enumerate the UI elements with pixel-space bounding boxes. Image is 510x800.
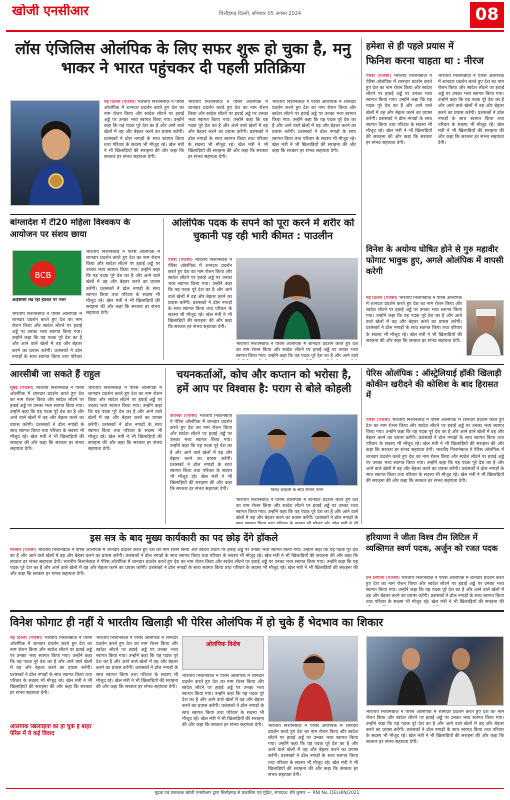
masthead-rule xyxy=(6,30,504,32)
pauline-body-col-2: भारतीय निशानेबाज़ ने पेरिस ओलंपिक में शानदार प्रदर्शन करते हुए देश का नाम रोशन किया और स्वदेश लौटने पर हवाई अड्डे पर उनका भव्य स्वागत किया गया। उन्होंने कहा कि यह पदक पूरे देश का है और आने वाले xyxy=(236,342,358,360)
vinesh-body-col-3: भारतीय निशानेबाज़ ने पेरिस ओलंपिक में शानदार प्रदर्शन करते हुए देश का नाम रोशन किया और स्वदेश लौटने पर हवाई अड्डे पर उनका भव्य स्वागत किया गया। उन्होंने कहा कि यह पदक पूरे देश का है और आने वाले खेलों में वह और बेहतर करने का प्रयास करेंगी। प्रशंसकों ने ढोल नगाड़ों के साथ स्वागत किया तथा परिवार के सदस्य भी मौजूद रहे। खेल मंत्री ने भी खिलाड़ियों की सराहना की और कहा कि सरकार हर संभव सहायता देगी। xyxy=(182,674,264,728)
footer-rule xyxy=(6,788,504,789)
pauline-body-col-1: पेरिस (एजेंसी) भारतीय निशानेबाज़ ने पेरिस ओलंपिक में शानदार प्रदर्शन करते हुए देश का नाम रोशन किया और स्वदेश लौटने पर हवाई अड्डे पर उनका भव्य स्वागत किया गया। उन्होंने कहा कि यह पदक पूरे देश का है और आने वाले खेलों में वह और बेहतर करने का प्रयास करेंगी। प्रशंसकों ने ढोल नगाड़ों के साथ स्वागत किया तथा परिवार के सदस्य भी मौजूद रहे। खेल मंत्री ने भी खिलाड़ियों की सराहना की और कहा कि सरकार हर संभव सहायता देगी। xyxy=(168,258,232,331)
lead-body-col-2: भारतीय निशानेबाज़ ने पेरिस ओलंपिक में शानदार प्रदर्शन करते हुए देश का नाम रोशन किया और स्वदेश लौटने पर हवाई अड्डे पर उनका भव्य स्वागत किया गया। उन्होंने कहा कि यह पदक पूरे देश का है और आने वाले खेलों में वह और बेहतर करने का प्रयास करेंगी। प्रशंसकों ने ढोल नगाड़ों के साथ स्वागत किया तथा परिवार के सदस्य भी मौजूद रहे। खेल मंत्री ने भी खिलाड़ियों की सराहना की और कहा कि सरकार हर संभव सहायता देगी। xyxy=(188,100,268,160)
vinesh-sub-headline: ओलंपिक खिलाड़ियों को हो चुके हैं बाहर पेरिस में ये कई विवाद xyxy=(10,724,92,737)
vinesh-right-photo xyxy=(366,636,504,706)
pauline-photo-figure xyxy=(237,259,358,340)
vinesh-special-box xyxy=(182,636,264,670)
kohli-caption: विराट कोहली के साथ रियान पराग xyxy=(270,488,324,493)
neeraj-body-col-2: भारतीय निशानेबाज़ ने पेरिस ओलंपिक में शानदार प्रदर्शन करते हुए देश का नाम रोशन किया और स्वदेश लौटने पर हवाई अड्डे पर उनका भव्य स्वागत किया गया। उन्होंने कहा कि यह पदक पूरे देश का है और आने वाले खेलों में वह और बेहतर करने का प्रयास करेंगी। प्रशंसकों ने ढोल नगाड़ों के साथ स्वागत किया तथा परिवार के सदस्य भी मौजूद रहे। खेल मंत्री ने भी खिलाड़ियों की सराहना की और कहा कि सरकार हर संभव सहायता देगी। xyxy=(438,74,504,147)
hockley-body: मेलबर्न (एजेंसी) भारतीय निशानेबाज़ ने पेरिस ओलंपिक में शानदार प्रदर्शन करते हुए देश का नाम रोशन किया और स्वदेश लौटने पर हवाई अड्डे पर उनका भव्य स्वागत किया गया। उन्होंने कहा कि यह पदक पूरे देश का है और आने वाले खेलों में वह और बेहतर करने का प्रयास करेंगी। प्रशंसकों ने ढोल नगाड़ों के साथ स्वागत किया तथा परिवार के सदस्य भी मौजूद रहे। खेल मंत्री ने भी खिलाड़ियों की सराहना की और कहा कि सरकार हर संभव सहायता देगी। भारतीय निशानेबाज़ ने पेरिस ओलंपिक में शानदार प्रदर्शन करते हुए देश का नाम रोशन किया और स्वदेश लौटने पर हवाई अड्डे पर उनका भव्य स्वागत किया गया। उन्होंने कहा कि यह पदक पूरे देश का है और आने वाले खेलों में वह और बेहतर करने का प्रयास करेंगी। प्रशंसकों ने ढोल नगाड़ों के साथ स्वागत किया तथा परिवार के सदस्य भी मौजूद रहे। खेल मंत्री ने भी खिलाड़ियों की सराहना की और कहा कि सरकार हर संभव सहायता देगी। xyxy=(10,548,358,578)
divider-lower xyxy=(10,528,504,529)
divider-lead xyxy=(10,214,356,215)
vinesh-body-col-5: भारतीय निशानेबाज़ ने पेरिस ओलंपिक में शानदार प्रदर्शन करते हुए देश का नाम रोशन किया और स्वदेश लौटने पर हवाई अड्डे पर उनका भव्य स्वागत किया गया। उन्होंने कहा कि यह पदक पूरे देश का है और आने वाले खेलों में वह और बेहतर करने का प्रयास करेंगी। प्रशंसकों ने ढोल नगाड़ों के साथ स्वागत किया तथा परिवार के सदस्य भी मौजूद रहे। खेल मंत्री ने भी खिलाड़ियों की सराहना की और कहा कि सरकार हर संभव सहायता देगी। xyxy=(366,710,504,746)
lead-photo-figure xyxy=(11,101,100,206)
haryana-headline: हरियाणा ने जीता विश्व टीम लिटिल में व्यक्तिगत स्वर्ण पदक, अर्जुन को रजत पदक xyxy=(366,532,498,553)
lead-body-col-3: भारतीय निशानेबाज़ ने पेरिस ओलंपिक में शानदार प्रदर्शन करते हुए देश का नाम रोशन किया और स्वदेश लौटने पर हवाई अड्डे पर उनका भव्य स्वागत किया गया। उन्होंने कहा कि यह पदक पूरे देश का है और आने वाले खेलों में वह और बेहतर करने का प्रयास करेंगी। प्रशंसकों ने ढोल नगाड़ों के साथ स्वागत किया तथा परिवार के सदस्य भी मौजूद रहे। खेल मंत्री ने भी खिलाड़ियों की सराहना की और कहा कि सरकार हर संभव सहायता देगी। xyxy=(272,100,356,154)
masthead-meta: चित्तौड़गढ़ दिल्ली, सोमवार 05 अगस्त 2024 xyxy=(218,11,302,17)
rahul-body-col-1: मुंबई (एजेंसी) भारतीय निशानेबाज़ ने पेरिस ओलंपिक में शानदार प्रदर्शन करते हुए देश का नाम रोशन किया और स्वदेश लौटने पर हवाई अड्डे पर उनका भव्य स्वागत किया गया। उन्होंने कहा कि यह पदक पूरे देश का है और आने वाले खेलों में वह और बेहतर करने का प्रयास करेंगी। प्रशंसकों ने ढोल नगाड़ों के साथ स्वागत किया तथा परिवार के सदस्य भी मौजूद रहे। खेल मंत्री ने भी खिलाड़ियों की सराहना की और कहा कि सरकार हर संभव सहायता देगी। xyxy=(10,386,84,452)
kohli-photo xyxy=(236,414,358,486)
rahul-body-col-2: भारतीय निशानेबाज़ ने पेरिस ओलंपिक में शानदार प्रदर्शन करते हुए देश का नाम रोशन किया और स्वदेश लौटने पर हवाई अड्डे पर उनका भव्य स्वागत किया गया। उन्होंने कहा कि यह पदक पूरे देश का है और आने वाले खेलों में वह और बेहतर करने का प्रयास करेंगी। प्रशंसकों ने ढोल नगाड़ों के साथ स्वागत किया तथा परिवार के सदस्य भी मौजूद रहे। खेल मंत्री ने भी खिलाड़ियों की सराहना की और कहा कि सरकार हर संभव सहायता देगी। xyxy=(88,386,162,452)
masthead-section-title: खोजी एनसीआर xyxy=(12,4,89,19)
lead-photo xyxy=(10,100,100,206)
paris-hockey-headline: पेरिस ओलंपिक : ऑस्ट्रेलियाई हॉकी खिलाड़ी कोकीन खरीदने की कोशिश के बाद हिरासत में xyxy=(366,368,502,400)
vinesh-photo-figure xyxy=(269,637,358,722)
page-number: 08 xyxy=(470,2,504,28)
kohli-body: कोलंबो (एजेंसी) भारतीय निशानेबाज़ ने पेरिस ओलंपिक में शानदार प्रदर्शन करते हुए देश का नाम रोशन किया और स्वदेश लौटने पर हवाई अड्डे पर उनका भव्य स्वागत किया गया। उन्होंने कहा कि यह पदक पूरे देश का है और आने वाले खेलों में वह और बेहतर करने का प्रयास करेंगी। प्रशंसकों ने ढोल नगाड़ों के साथ स्वागत किया तथा परिवार के सदस्य भी मौजूद रहे। खेल मंत्री ने भी खिलाड़ियों की सराहना की और कहा कि सरकार हर संभव सहायता देगी। xyxy=(170,414,232,493)
rahul-headline: आरसीबी जा सकते हैं राहुल xyxy=(10,370,101,380)
right-column-divider xyxy=(361,38,362,346)
coach-photo-figure xyxy=(467,301,504,356)
kohli-body-col-2: भारतीय निशानेबाज़ ने पेरिस ओलंपिक में शानदार प्रदर्शन करते हुए देश का नाम रोशन किया और स्वदेश लौटने पर हवाई अड्डे पर उनका भव्य स्वागत किया गया। उन्होंने कहा कि यह पदक पूरे देश का है और आने वाले खेलों में वह और बेहतर करने का प्रयास करेंगी। प्रशंसकों ने ढोल नगाड़ों के xyxy=(236,498,358,522)
neeraj-body-col-1: पेरिस (एजेंसी) भारतीय निशानेबाज़ ने पेरिस ओलंपिक में शानदार प्रदर्शन करते हुए देश का नाम रोशन किया और स्वदेश लौटने पर हवाई अड्डे पर उनका भव्य स्वागत किया गया। उन्होंने कहा कि यह पदक पूरे देश का है और आने वाले खेलों में वह और बेहतर करने का प्रयास करेंगी। प्रशंसकों ने ढोल नगाड़ों के साथ स्वागत किया तथा परिवार के सदस्य भी मौजूद रहे। खेल मंत्री ने भी खिलाड़ियों की सराहना की और कहा कि सरकार हर संभव सहायता देगी। xyxy=(366,74,432,147)
divider-bottom xyxy=(10,610,504,612)
pauline-photo xyxy=(236,258,358,340)
hockley-headline: इस सत्र के बाद मुख्य कार्यकारी का पद छोड़ देंगे हॉकले xyxy=(90,533,278,544)
vinesh-headline: विनेश फोगाट ही नहीं ये भारतीय खिलाड़ी भी पेरिस ओलंपिक में हो चुके हैं भेदभाव का शिकार xyxy=(10,616,384,629)
svg-text:BCB: BCB xyxy=(34,271,52,280)
footer-imprint: मुद्रक एवं प्रकाशक खोजी एनसीआर द्वारा चित्तौड़गढ़ से प्रकाशित एवं मुद्रित, संपादक: रवि कुमार — RNI No. DELHIN/2021 xyxy=(154,791,360,796)
lead-headline: लॉस एंजिलिस ओलंपिक के लिए सफर शुरू हो चुका है, मनु भाकर ने भारत पहुंचकर दी पहली प्रतिक्रिया xyxy=(15,40,351,77)
pauline-headline: ओलंपिक पदक के सपने को पूरा करने में शरीर को चुकानी पड़ रही भारी कीमत : पाउलीन xyxy=(171,218,355,242)
bangladesh-headline: बांग्लादेश में टी20 महिला विश्वकप के आयोजन पर संशय छाया xyxy=(10,218,131,240)
vinesh-right-photo-figure xyxy=(367,637,504,706)
lead-body-col-1: नई दिल्ली (एजेंसी) भारतीय निशानेबाज़ ने पेरिस ओलंपिक में शानदार प्रदर्शन करते हुए देश का नाम रोशन किया और स्वदेश लौटने पर हवाई अड्डे पर उनका भव्य स्वागत किया गया। उन्होंने कहा कि यह पदक पूरे देश का है और आने वाले खेलों में वह और बेहतर करने का प्रयास करेंगी। प्रशंसकों ने ढोल नगाड़ों के साथ स्वागत किया तथा परिवार के सदस्य भी मौजूद रहे। खेल मंत्री ने भी खिलाड़ियों की सराहना की और कहा कि सरकार हर संभव सहायता देगी। xyxy=(104,100,184,160)
vinesh-body-col-4: भारतीय निशानेबाज़ ने पेरिस ओलंपिक में शानदार प्रदर्शन करते हुए देश का नाम रोशन किया और स्वदेश लौटने पर हवाई अड्डे पर उनका भव्य स्वागत किया गया। उन्होंने कहा कि यह पदक पूरे देश का है और आने वाले खेलों में वह और बेहतर करने का प्रयास करेंगी। प्रशंसकों ने ढोल नगाड़ों के साथ स्वागत किया तथा परिवार के सदस्य भी मौजूद रहे। खेल मंत्री ने भी खिलाड़ियों की सराहना की और कहा कि सरकार हर संभव सहायता देगी। xyxy=(268,724,358,778)
bangladesh-flag-icon xyxy=(13,251,82,296)
col-divider-a xyxy=(163,218,164,360)
neeraj-headline: फिनिश करना चाहता था : नीरज xyxy=(366,56,484,67)
vinesh-body-col-1: नई दिल्ली (एजेंसी) भारतीय निशानेबाज़ ने पेरिस ओलंपिक में शानदार प्रदर्शन करते हुए देश का नाम रोशन किया और स्वदेश लौटने पर हवाई अड्डे पर उनका भव्य स्वागत किया गया। उन्होंने कहा कि यह पदक पूरे देश का है और आने वाले खेलों में वह और बेहतर करने का प्रयास करेंगी। प्रशंसकों ने ढोल नगाड़ों के साथ स्वागत किया तथा परिवार के सदस्य भी मौजूद रहे। खेल मंत्री ने भी खिलाड़ियों की सराहना की और कहा कि सरकार हर संभव सहायता देगी। xyxy=(10,636,92,696)
vinesh-box-title: ओलंपिक विशेष xyxy=(205,641,241,648)
bangladesh-body-col-2: भारतीय निशानेबाज़ ने पेरिस ओलंपिक में शानदार प्रदर्शन करते हुए देश का नाम रोशन किया और स्वदेश लौटने पर हवाई अड्डे पर उनका भव्य स्वागत किया गया। उन्होंने कहा कि यह पदक पूरे देश का है और आने वाले खेलों में वह और बेहतर करने का प्रयास करेंगी। प्रशंसकों ने ढोल नगाड़ों के साथ स्वागत किया तथा परिवार के सदस्य भी मौजूद रहे। खेल मंत्री ने भी खिलाड़ियों की सराहना की और कहा कि सरकार हर संभव सहायता देगी। xyxy=(86,250,160,316)
coach-body: नई दिल्ली (एजेंसी) भारतीय निशानेबाज़ ने पेरिस ओलंपिक में शानदार प्रदर्शन करते हुए देश का नाम रोशन किया और स्वदेश लौटने पर हवाई अड्डे पर उनका भव्य स्वागत किया गया। उन्होंने कहा कि यह पदक पूरे देश का है और आने वाले खेलों में वह और बेहतर करने का प्रयास करेंगी। प्रशंसकों ने ढोल नगाड़ों के साथ स्वागत किया तथा परिवार के सदस्य भी मौजूद रहे। खेल मंत्री ने भी खिलाड़ियों की सराहना की और कहा कि सरकार हर संभव सहायता देगी। xyxy=(366,296,462,344)
haryana-body: वैन लियाना (एजेंसी) भारतीय निशानेबाज़ ने पेरिस ओलंपिक में शानदार प्रदर्शन करते हुए देश का नाम रोशन किया और स्वदेश लौटने पर हवाई अड्डे पर उनका भव्य स्वागत किया गया। उन्होंने कहा कि यह पदक पूरे देश का है और आने वाले खेलों में वह और बेहतर करने का प्रयास करेंगी। प्रशंसकों ने ढोल नगाड़ों के साथ स्वागत किया तथा परिवार के सदस्य भी मौजूद रहे। खेल मंत्री ने भी खिलाड़ियों की सराहना की xyxy=(366,576,504,606)
bangladesh-caption: आईसीसी रख रही हालात पर नजर xyxy=(12,298,66,303)
paris-hockey-body: पेरिस (एजेंसी) भारतीय निशानेबाज़ ने पेरिस ओलंपिक में शानदार प्रदर्शन करते हुए देश का नाम रोशन किया और स्वदेश लौटने पर हवाई अड्डे पर उनका भव्य स्वागत किया गया। उन्होंने कहा कि यह पदक पूरे देश का है और आने वाले खेलों में वह और बेहतर करने का प्रयास करेंगी। प्रशंसकों ने ढोल नगाड़ों के साथ स्वागत किया तथा परिवार के सदस्य भी मौजूद रहे। खेल मंत्री ने भी खिलाड़ियों की सराहना की और कहा कि सरकार हर संभव सहायता देगी। भारतीय निशानेबाज़ ने पेरिस ओलंपिक में शानदार प्रदर्शन करते हुए देश का नाम रोशन किया और स्वदेश लौटने पर हवाई अड्डे पर उनका भव्य स्वागत किया गया। उन्होंने कहा कि यह पदक पूरे देश का है और आने वाले खेलों में वह और बेहतर करने का प्रयास करेंगी। प्रशंसकों ने ढोल नगाड़ों के साथ स्वागत किया तथा परिवार के सदस्य भी मौजूद रहे। खेल मंत्री ने भी खिलाड़ियों की सराहना की और कहा कि सरकार हर संभव सहायता देगी। xyxy=(366,418,504,484)
col-divider-b xyxy=(165,368,166,524)
vinesh-photo xyxy=(268,636,358,722)
kohli-headline: चयनकर्ताओं, कोच और कप्तान को भरोसा है, हमें आप पर विश्वास है: पराग से बोले कोहली xyxy=(176,369,352,395)
masthead xyxy=(0,0,510,34)
coach-photo xyxy=(466,300,504,356)
divider-mid xyxy=(10,364,504,365)
coach-headline: विनेश के अयोग्य घोषित होने से गुरु महावीर फोगाट भावुक हुए, अगले ओलंपिक में वापसी करेगी xyxy=(366,244,504,276)
bangladesh-photo xyxy=(12,250,82,296)
kohli-photo-figure xyxy=(237,415,358,486)
vinesh-body-col-2: भारतीय निशानेबाज़ ने पेरिस ओलंपिक में शानदार प्रदर्शन करते हुए देश का नाम रोशन किया और स्वदेश लौटने पर हवाई अड्डे पर उनका भव्य स्वागत किया गया। उन्होंने कहा कि यह पदक पूरे देश का है और आने वाले खेलों में वह और बेहतर करने का प्रयास करेंगी। प्रशंसकों ने ढोल नगाड़ों के साथ स्वागत किया तथा परिवार के सदस्य भी मौजूद रहे। खेल मंत्री ने भी खिलाड़ियों की सराहना की और कहा कि सरकार हर संभव सहायता देगी। xyxy=(96,636,178,690)
right-column-divider-b xyxy=(361,368,362,524)
neeraj-kicker: हमेशा से ही पहले प्रयास में xyxy=(366,42,454,52)
bangladesh-body-col-1: भारतीय निशानेबाज़ ने पेरिस ओलंपिक में शानदार प्रदर्शन करते हुए देश का नाम रोशन किया और स्वदेश लौटने पर हवाई अड्डे पर उनका भव्य स्वागत किया गया। उन्होंने कहा कि यह पदक पूरे देश का है और आने वाले खेलों में वह और बेहतर करने का प्रयास करेंगी। प्रशंसकों ने ढोल नगाड़ों के साथ स्वागत किया तथा परिवार xyxy=(12,312,82,360)
